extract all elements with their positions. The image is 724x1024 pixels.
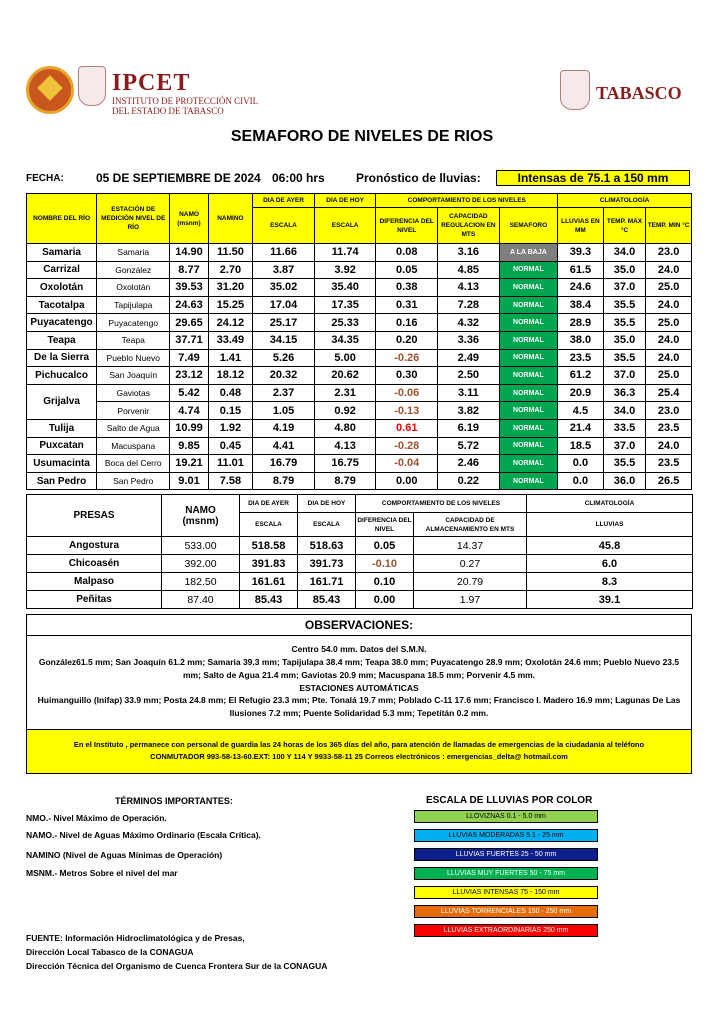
river-row	[27, 244, 692, 262]
ipcet-title: IPCET	[112, 70, 191, 96]
presas-table	[26, 494, 693, 609]
presas-comportamiento-header: COMPORTAMIENTO DE LOS NIVELES	[356, 495, 527, 513]
escala-hoy-value: 34.35	[314, 331, 376, 349]
namo-value: 7.49	[170, 349, 208, 367]
namino-value: 18.12	[208, 367, 253, 385]
rain-scale-item: LLUVIAS MUY FUERTES 50 - 75 mm	[414, 867, 598, 880]
rain-scale-item: LLUVIAS TORRENCIALES 150 - 250 mm	[414, 905, 598, 918]
river-name: Grijalva	[27, 384, 97, 419]
lluvia-value: 20.9	[558, 384, 604, 402]
escala-title: ESCALA DE LLUVIAS POR COLOR	[426, 795, 593, 806]
header-dia-hoy: DIA DE HOY	[314, 194, 376, 208]
presa-name: Chicoasén	[27, 555, 162, 573]
rain-scale-item: LLOVIZNAS 0.1 - 5.0 mm	[414, 810, 598, 823]
station-name: Puyacatengo	[97, 314, 170, 332]
terminos-title: TÉRMINOS IMPORTANTES:	[115, 796, 233, 806]
station-name: San Joaquín	[97, 367, 170, 385]
escala-ayer-value: 11.66	[253, 244, 315, 262]
presa-diferencia: -0.10	[356, 555, 414, 573]
fecha-label: FECHA:	[26, 173, 64, 184]
termino-namino: NAMINO (Nivel de Aguas Mínimas de Operación)	[26, 850, 223, 860]
river-name: Oxolotán	[27, 279, 97, 297]
rain-scale-item: LLUVIAS EXTRAORDINARIAS 250 mm	[414, 924, 598, 937]
namino-value: 1.41	[208, 349, 253, 367]
escala-hoy-value: 17.35	[314, 296, 376, 314]
escala-ayer-value: 4.41	[253, 437, 315, 455]
presas-namo-header: NAMO (msnm)	[162, 495, 240, 537]
rain-scale-item: LLUVIAS INTENSAS 75 - 150 mm	[414, 886, 598, 899]
presas-hoy-header: DIA DE HOY	[298, 495, 356, 513]
tmax-value: 35.5	[603, 314, 645, 332]
tmin-value: 24.0	[646, 349, 692, 367]
semaforo-status: NORMAL	[499, 455, 557, 473]
tmax-value: 34.0	[603, 244, 645, 262]
semaforo-status: NORMAL	[499, 437, 557, 455]
river-name: Pichucalco	[27, 367, 97, 385]
namino-value: 0.48	[208, 384, 253, 402]
tmin-value: 23.0	[646, 244, 692, 262]
namo-value: 24.63	[170, 296, 208, 314]
namo-value: 8.77	[170, 261, 208, 279]
station-name: San Pedro	[97, 472, 170, 490]
escala-hoy-value: 4.80	[314, 419, 376, 437]
presa-ayer: 161.61	[240, 573, 298, 591]
capacidad-value: 4.32	[438, 314, 500, 332]
tmax-value: 35.5	[603, 349, 645, 367]
escala-ayer-value: 4.19	[253, 419, 315, 437]
presa-namo: 182.50	[162, 573, 240, 591]
presa-hoy: 518.63	[298, 537, 356, 555]
presa-capacidad: 1.97	[414, 591, 527, 609]
semaforo-status: NORMAL	[499, 261, 557, 279]
diferencia-value: 0.05	[376, 261, 438, 279]
presa-namo: 87.40	[162, 591, 240, 609]
presa-lluvia: 6.0	[527, 555, 693, 573]
namo-value: 23.12	[170, 367, 208, 385]
namino-value: 2.70	[208, 261, 253, 279]
station-name: Oxolotán	[97, 279, 170, 297]
tmin-value: 26.5	[646, 472, 692, 490]
header-lluvias: LLUVIAS EN MM	[558, 208, 604, 244]
escala-hoy-value: 2.31	[314, 384, 376, 402]
river-name: Usumacinta	[27, 455, 97, 473]
namino-value: 0.15	[208, 402, 253, 420]
diferencia-value: 0.20	[376, 331, 438, 349]
namo-value: 19.21	[170, 455, 208, 473]
tmin-value: 23.5	[646, 455, 692, 473]
header-tmax: TEMP. MAX °C	[603, 208, 645, 244]
presa-capacidad: 14.37	[414, 537, 527, 555]
termino-nmo: NMO.- Nivel Máximo de Operación.	[26, 813, 167, 823]
semaforo-status: NORMAL	[499, 472, 557, 490]
tmax-value: 37.0	[603, 279, 645, 297]
river-name: Tulija	[27, 419, 97, 437]
escala-ayer-value: 8.79	[253, 472, 315, 490]
ipcet-subtitle-1: INSTITUTO DE PROTECCIÓN CIVIL	[112, 96, 259, 106]
escala-ayer-value: 5.26	[253, 349, 315, 367]
semaforo-status: NORMAL	[499, 314, 557, 332]
station-name: Porvenir	[97, 402, 170, 420]
escala-hoy-value: 20.62	[314, 367, 376, 385]
diferencia-value: 0.31	[376, 296, 438, 314]
observaciones-line2: González61.5 mm; San Joaquín 61.2 mm; Samaria 39.3 mm; Tapijulapa 38.4 mm; Teapa 38.0 mm; Puyacatengo 28.9 mm; Oxolotán 24.6 mm; Pueblo Nuevo 23.5 mm; Salto de Agua 21.4 mm; Gaviotas 20.9 mm; Macuspana 18.5 mm; Porvenir 4.5 mm.	[38, 657, 680, 680]
river-row	[27, 296, 692, 314]
tmax-value: 35.0	[603, 331, 645, 349]
escala-hoy-value: 16.75	[314, 455, 376, 473]
presa-name: Malpaso	[27, 573, 162, 591]
state-seal-icon	[78, 66, 106, 106]
header-tmin: TEMP. MIN °C	[646, 208, 692, 244]
lluvia-value: 23.5	[558, 349, 604, 367]
capacidad-value: 6.19	[438, 419, 500, 437]
river-name: Puyacatengo	[27, 314, 97, 332]
escala-ayer-value: 25.17	[253, 314, 315, 332]
tmin-value: 24.0	[646, 261, 692, 279]
namo-value: 29.65	[170, 314, 208, 332]
presa-diferencia: 0.05	[356, 537, 414, 555]
station-name: Macuspana	[97, 437, 170, 455]
river-name: San Pedro	[27, 472, 97, 490]
river-row	[27, 437, 692, 455]
presa-diferencia: 0.00	[356, 591, 414, 609]
namo-value: 9.01	[170, 472, 208, 490]
tmax-value: 35.5	[603, 296, 645, 314]
diferencia-value: 0.16	[376, 314, 438, 332]
namo-value: 5.42	[170, 384, 208, 402]
header-semaforo: SEMAFORO	[499, 208, 557, 244]
escala-ayer-value: 1.05	[253, 402, 315, 420]
tmin-value: 25.4	[646, 384, 692, 402]
lluvia-value: 24.6	[558, 279, 604, 297]
station-name: González	[97, 261, 170, 279]
river-row	[27, 455, 692, 473]
capacidad-value: 5.72	[438, 437, 500, 455]
diferencia-value: -0.06	[376, 384, 438, 402]
termino-msnm: MSNM.- Metros Sobre el nivel del mar	[26, 868, 178, 878]
header-namino: NAMINO	[208, 194, 253, 244]
namino-value: 31.20	[208, 279, 253, 297]
tmin-value: 25.0	[646, 367, 692, 385]
presas-escala-hoy: ESCALA	[298, 513, 356, 537]
presa-namo: 533.00	[162, 537, 240, 555]
lluvia-value: 38.4	[558, 296, 604, 314]
ipcet-logo	[26, 66, 74, 114]
river-name: Samaria	[27, 244, 97, 262]
capacidad-value: 7.28	[438, 296, 500, 314]
tmin-value: 25.0	[646, 279, 692, 297]
escala-ayer-value: 34.15	[253, 331, 315, 349]
river-row	[27, 331, 692, 349]
capacidad-value: 4.13	[438, 279, 500, 297]
semaforo-status: NORMAL	[499, 402, 557, 420]
escala-ayer-value: 3.87	[253, 261, 315, 279]
header-namo: NAMO (msnm)	[170, 194, 208, 244]
capacidad-value: 3.11	[438, 384, 500, 402]
namino-value: 15.25	[208, 296, 253, 314]
semaforo-status: NORMAL	[499, 331, 557, 349]
tabasco-logo-text: TABASCO	[596, 83, 682, 103]
station-name: Salto de Agua	[97, 419, 170, 437]
river-name: Teapa	[27, 331, 97, 349]
escala-hoy-value: 11.74	[314, 244, 376, 262]
river-name: Puxcatan	[27, 437, 97, 455]
namo-value: 10.99	[170, 419, 208, 437]
lluvia-value: 61.2	[558, 367, 604, 385]
capacidad-value: 2.46	[438, 455, 500, 473]
tmax-value: 36.3	[603, 384, 645, 402]
escala-hoy-value: 4.13	[314, 437, 376, 455]
lluvia-value: 28.9	[558, 314, 604, 332]
station-name: Tapijulapa	[97, 296, 170, 314]
lluvia-value: 38.0	[558, 331, 604, 349]
tmax-value: 34.0	[603, 402, 645, 420]
presas-escala-ayer: ESCALA	[240, 513, 298, 537]
escala-ayer-value: 20.32	[253, 367, 315, 385]
pronostico-value: Intensas de 75.1 a 150 mm	[496, 170, 690, 186]
diferencia-value: 0.30	[376, 367, 438, 385]
diferencia-value: -0.26	[376, 349, 438, 367]
header-estacion: ESTACIÓN DE MEDICIÓN NIVEL DE RÍO	[97, 194, 170, 244]
semaforo-status: NORMAL	[499, 384, 557, 402]
capacidad-value: 3.82	[438, 402, 500, 420]
ipcet-subtitle-2: DEL ESTADO DE TABASCO	[112, 106, 224, 116]
presas-capacidad-header: CAPACIDAD DE ALMACENAMIENTO EN MTS	[414, 513, 527, 537]
presa-row	[27, 591, 693, 609]
tmax-value: 37.0	[603, 437, 645, 455]
escala-hoy-value: 0.92	[314, 402, 376, 420]
capacidad-value: 2.50	[438, 367, 500, 385]
tmin-value: 23.5	[646, 419, 692, 437]
semaforo-status: NORMAL	[499, 349, 557, 367]
header-escala-hoy: ESCALA	[314, 208, 376, 244]
header-nombre: NOMBRE DEL RÍO	[27, 194, 97, 244]
presas-diferencia-header: DIFERENCIA DEL NIVEL	[356, 513, 414, 537]
river-row	[27, 402, 692, 420]
tmax-value: 33.5	[603, 419, 645, 437]
diferencia-value: 0.61	[376, 419, 438, 437]
presas-ayer-header: DIA DE AYER	[240, 495, 298, 513]
tmax-value: 35.5	[603, 455, 645, 473]
rain-scale-item: LLUVIAS MODERADAS 5.1 - 25 mm	[414, 829, 598, 842]
presas-climatologia-header: CLIMATOLOGÍA	[527, 495, 693, 513]
presa-hoy: 161.71	[298, 573, 356, 591]
presa-name: Angostura	[27, 537, 162, 555]
header-escala-ayer: ESCALA	[253, 208, 315, 244]
namo-value: 9.85	[170, 437, 208, 455]
page-title: SEMAFORO DE NIVELES DE RIOS	[230, 128, 494, 145]
presas-header: PRESAS	[27, 495, 162, 537]
capacidad-value: 2.49	[438, 349, 500, 367]
escala-ayer-value: 35.02	[253, 279, 315, 297]
fuente-line1: FUENTE: Información Hidroclimatológica y de Presas,	[26, 933, 245, 943]
river-row	[27, 349, 692, 367]
capacidad-value: 3.16	[438, 244, 500, 262]
presa-lluvia: 45.8	[527, 537, 693, 555]
presa-lluvia: 39.1	[527, 591, 693, 609]
escala-hoy-value: 25.33	[314, 314, 376, 332]
observaciones-box	[26, 614, 692, 774]
namo-value: 37.71	[170, 331, 208, 349]
river-row	[27, 384, 692, 402]
semaforo-status: NORMAL	[499, 367, 557, 385]
escala-hoy-value: 8.79	[314, 472, 376, 490]
termino-namo: NAMO.- Nivel de Aguas Máximo Ordinario (Escala Crítica).	[26, 830, 261, 840]
tmax-value: 36.0	[603, 472, 645, 490]
presa-ayer: 518.58	[240, 537, 298, 555]
diferencia-value: 0.38	[376, 279, 438, 297]
fuente-line2: Dirección Local Tabasco de la CONAGUA	[26, 947, 194, 957]
lluvia-value: 21.4	[558, 419, 604, 437]
notice-line2: CONMUTADOR 993-58-13-60.EXT: 100 Y 114 Y 9933-58-11 25 Correos electrónicos : emergencias_delta@ hotmail.com	[150, 752, 568, 761]
tmax-value: 37.0	[603, 367, 645, 385]
presa-capacidad: 0.27	[414, 555, 527, 573]
presa-lluvia: 8.3	[527, 573, 693, 591]
lluvia-value: 39.3	[558, 244, 604, 262]
escala-hoy-value: 3.92	[314, 261, 376, 279]
tabasco-seal-icon	[560, 70, 590, 110]
namino-value: 0.45	[208, 437, 253, 455]
station-name: Pueblo Nuevo	[97, 349, 170, 367]
hora-value: 06:00 hrs	[272, 171, 325, 185]
presa-row	[27, 573, 693, 591]
escala-ayer-value: 16.79	[253, 455, 315, 473]
tmax-value: 35.0	[603, 261, 645, 279]
station-name: Boca del Cerro	[97, 455, 170, 473]
presa-ayer: 85.43	[240, 591, 298, 609]
observaciones-line4: Huimanguillo (Inifap) 33.9 mm; Posta 24.8 mm; El Refugio 23.3 mm; Pte. Tonalá 19.7 mm; Poblado C-11 17.6 mm; Francisco I. Madero 16.9 mm; Lagunas De Las Ilusiones 7.2 mm; Puente Solidaridad 5.3 mm; Tepetitán 0.2 mm.	[37, 695, 681, 718]
river-row	[27, 314, 692, 332]
rain-scale-item: LLUVIAS FUERTES 25 - 50 mm	[414, 848, 598, 861]
presa-name: Peñitas	[27, 591, 162, 609]
presa-row	[27, 555, 693, 573]
header-capacidad: CAPACIDAD REGULACION EN MTS	[438, 208, 500, 244]
notice-line1: En el Instituto , permanece con personal de guardia las 24 horas de los 365 días del año, para atención de llamadas de emergencias de la ciudadanía al teléfono	[73, 740, 645, 749]
presa-hoy: 85.43	[298, 591, 356, 609]
diferencia-value: -0.28	[376, 437, 438, 455]
river-row	[27, 367, 692, 385]
pronostico-label: Pronóstico de lluvias:	[356, 171, 481, 185]
presas-lluvias-header: LLUVIAS	[527, 513, 693, 537]
lluvia-value: 0.0	[558, 472, 604, 490]
observaciones-line3: ESTACIONES AUTOMÁTICAS	[299, 683, 419, 693]
diferencia-value: 0.08	[376, 244, 438, 262]
tmin-value: 24.0	[646, 331, 692, 349]
header-climatologia: CLIMATOLOGÍA	[558, 194, 692, 208]
presa-diferencia: 0.10	[356, 573, 414, 591]
namino-value: 7.58	[208, 472, 253, 490]
river-name: Tacotalpa	[27, 296, 97, 314]
namino-value: 11.50	[208, 244, 253, 262]
diferencia-value: -0.04	[376, 455, 438, 473]
observaciones-line1: Centro 54.0 mm. Datos del S.M.N.	[291, 644, 427, 654]
semaforo-status: NORMAL	[499, 279, 557, 297]
escala-ayer-value: 17.04	[253, 296, 315, 314]
fecha-value: 05 DE SEPTIEMBRE DE 2024	[96, 171, 261, 185]
semaforo-status: NORMAL	[499, 296, 557, 314]
escala-hoy-value: 35.40	[314, 279, 376, 297]
river-row	[27, 261, 692, 279]
capacidad-value: 4.85	[438, 261, 500, 279]
semaforo-status: NORMAL	[499, 419, 557, 437]
namino-value: 1.92	[208, 419, 253, 437]
presa-ayer: 391.83	[240, 555, 298, 573]
header-dia-ayer: DIA DE AYER	[253, 194, 315, 208]
presa-capacidad: 20.79	[414, 573, 527, 591]
capacidad-value: 0.22	[438, 472, 500, 490]
presa-hoy: 391.73	[298, 555, 356, 573]
capacidad-value: 3.36	[438, 331, 500, 349]
escala-ayer-value: 2.37	[253, 384, 315, 402]
lluvia-value: 18.5	[558, 437, 604, 455]
presa-namo: 392.00	[162, 555, 240, 573]
lluvia-value: 0.0	[558, 455, 604, 473]
namo-value: 4.74	[170, 402, 208, 420]
fuente-line3: Dirección Técnica del Organismo de Cuenca Frontera Sur de la CONAGUA	[26, 961, 328, 971]
namo-value: 39.53	[170, 279, 208, 297]
tmin-value: 24.0	[646, 437, 692, 455]
river-name: Carrizal	[27, 261, 97, 279]
observaciones-title: OBSERVACIONES:	[27, 618, 691, 636]
namino-value: 33.49	[208, 331, 253, 349]
header-comportamiento: COMPORTAMIENTO DE LOS NIVELES	[376, 194, 558, 208]
diferencia-value: -0.13	[376, 402, 438, 420]
notice-box	[27, 729, 691, 773]
station-name: Gaviotas	[97, 384, 170, 402]
river-row	[27, 279, 692, 297]
diferencia-value: 0.00	[376, 472, 438, 490]
lluvia-value: 61.5	[558, 261, 604, 279]
escala-hoy-value: 5.00	[314, 349, 376, 367]
namino-value: 11.01	[208, 455, 253, 473]
station-name: Teapa	[97, 331, 170, 349]
lluvia-value: 4.5	[558, 402, 604, 420]
namino-value: 24.12	[208, 314, 253, 332]
river-row	[27, 472, 692, 490]
semaforo-status: A LA BAJA	[499, 244, 557, 262]
station-name: Samaria	[97, 244, 170, 262]
rivers-table	[26, 193, 692, 490]
river-row	[27, 419, 692, 437]
river-name: De la Sierra	[27, 349, 97, 367]
tmin-value: 25.0	[646, 314, 692, 332]
presa-row	[27, 537, 693, 555]
tmin-value: 23.0	[646, 402, 692, 420]
tmin-value: 24.0	[646, 296, 692, 314]
header-diferencia: DIFERENCIA DEL NIVEL	[376, 208, 438, 244]
namo-value: 14.90	[170, 244, 208, 262]
